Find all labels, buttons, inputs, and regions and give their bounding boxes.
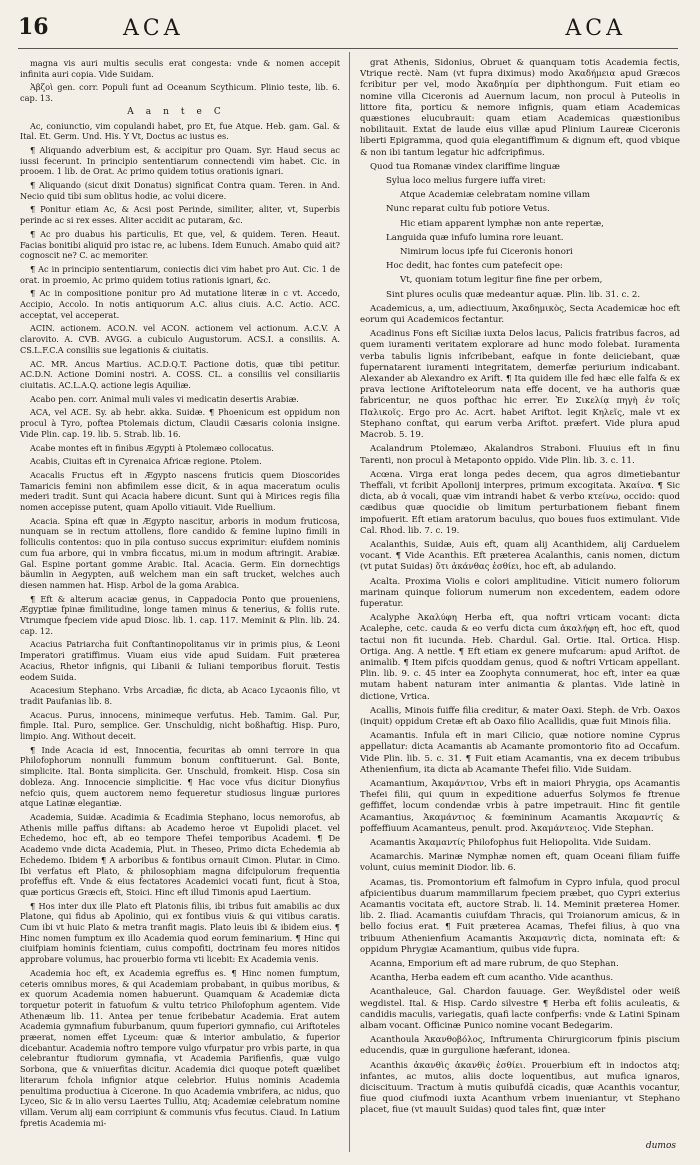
- verse-line: Hoc dedit, hac fontes cum patefecit ope:: [386, 261, 563, 272]
- column-rule: [349, 52, 350, 1152]
- entry-paragraph: Acamantium, Ἀκαμάντιον, Vrbs eft in maiori Phrygia, ops Acamantis Thefei filii, qui quum in expeditione aduerfus Solymos fe ftrenue geffiffet, locum condendæ vrbis à patre impetrauit. Hinc fit gentile Acamantius, Ἀκαμάντιος & fœmininum Acamantis Ἀκαμαντίς & poffeffiuum Acamanteus, penult. prod. Ἀκαμάντειος. Vide Stephan.: [360, 778, 680, 834]
- entry-paragraph: Acabis, Ciuitas eft in Cyrenaica Africæ regione. Ptolem.: [30, 456, 262, 467]
- page-header: [18, 14, 678, 48]
- entry-paragraph: Acamantis Ἀκαμαντίς Philofophus fuit Heliopolita. Vide Suidam.: [370, 838, 651, 848]
- entry-paragraph: Acamarchis. Marinæ Nymphæ nomen eft, quam Oceani filiam fuiffe volunt, cuius meminit Diodor. lib. 6.: [360, 852, 680, 874]
- entry-paragraph: Acanthoula Ἀκανθοβόλος, Inftrumenta Chirurgicorum fpinis piscium educendis, quæ in gurgulione hæferant, idonea.: [360, 1035, 680, 1057]
- running-head-left: ACA: [123, 16, 184, 41]
- left-column: [20, 58, 340, 1131]
- entry-paragraph: Acamantis. Infula eft in mari Cilicio, quæ notiore nomine Cyprus appellatur: dicta Acamantis ab Acamante promontorio fito ad Occafum. Vide Plin. lib. 5. c. 31. ¶ Fuit etiam Acamantis, vna ex decem tribubus Athenienfium, ita dicta ab Acamante Thefei filio. Vide Suidam.: [360, 731, 680, 775]
- entry-paragraph: grat Athenis, Sidonius, Obruet & quanquam totis Academia fectis, Vtrique rectè. Nam (vt fupra diximus) modo Ἀκαδήμεια apud Græcos fcribitur per vel, modo Ἀκαδημία per diphthongum. Fuit etiam eo nomine villa Ciceronis ad Auernum lacum, non procul à Puteolis in littore fita, porticu & nemore infignis, quam etiam Academicas quæstiones elucubrauit: quam etiam Academicas quæstionibus nobilitauit. Extat de laude eius villæ apud Plinium Laureæ Ciceronis liberti Epigramma, quod quia elegantiffimum & dignum eft, quod vbique & non ibi tantum legatur hic adfcripfimus.: [360, 58, 680, 158]
- verse-line: Languida quæ infufo lumina rore leuant.: [386, 232, 564, 243]
- entry-paragraph: ¶ Hos inter dux ille Plato eft Platonis filiis, ibi tribus fuit amabilis ac dux Platone, qui fidus ab Apolinio, qui ex fontibus viuis & qui vitibus caratis. Cum ibi vt huic Plato & metra tranfit magis. Plato leuis ibi & ibidem eius. ¶ Hinc nomen fumptum ex illo Academia quod eorum feminarium. ¶ Hinc qui ciuifpiam hominis fcientiam, cuius compofiti, doctrinam feu mores nitidos approbare volumus, hac prouerbio forma vti licebit: Ex Academia venis.: [20, 900, 340, 965]
- verse-line: Sint plures oculis quæ medeantur aquæ. Plin. lib. 31. c. 2.: [386, 289, 641, 300]
- entry-paragraph: Ac, coniunctio, vim copulandi habet, pro Et, fue Atque. Heb. gam. Gal. & Ital. Et. Germ. Und. His. Y Vt, Doctus ac iustus es.: [20, 120, 340, 142]
- entry-paragraph: Acabo pen. corr. Animal muli vales vi medicatin desertis Arabiæ.: [30, 393, 299, 404]
- entry-paragraph: Acanthis ἀκανθὶς ἀκανθὶς ἐσθίει. Prouerbium eft in indoctos atq; infantes, ac mutos, aliis docte loquentibus, aut mufica ignaros, diciscituum. Tractum à mutis quibufdā cicadis, quæ Acanthis vocantur, fiue quod ciufmodi iuxta Acanthum vrbem inueniantur, vt Stephano placet, fiue (vt mauult Suidas) quod tales fint, quæ inter: [360, 1060, 680, 1116]
- guide-letter: C: [213, 106, 233, 117]
- entry-paragraph: ¶ Aliquando adverbium est, & accipitur pro Quam. Syr. Haud secus ac iussi fecerunt. In principio sententiarum connectendi vim habet. Cic. in prooem. 1 lib. de Orat. Ac primo quidem totius orationis ignari.: [20, 144, 340, 177]
- running-head-right: ACA: [565, 16, 626, 41]
- entry-paragraph: Acacalis Fructus eft in Ægypto nascens fruticis quem Dioscorides Tamaricis femini non abfimilem esse dicit, & in aqua maceratum oculis mederi tradit. Sunt qui Acacia habere dicunt. Sunt qui à Mirices regis filia nomen accepisse putent, quam Apollo vitiauit. Vide Ruellium.: [20, 469, 340, 513]
- catchword: dumos: [645, 1141, 676, 1151]
- verse-line: Nunc reparat cultu fub potiore Vetus.: [386, 204, 550, 215]
- entry-paragraph: Acamas, tis. Promontorium eft falmofum in Cypro infula, quod procul afpicientibus duarum mammillarum fpeciem præbet, quo Cypri exterius Acamantis vocitata eft, auctore Strab. li. 14. Meminit præterea Homer. lib. 2. Iliad. Acamantis cuiufdam Thracis, qui Troianorum amicus, & in bello focius erat. ¶ Fuit præterea Acamas, Thefei filius, à quo vna tribuum Athenienfium Acamantis Ἀκαμαντὶς dicta, nominata eft: & oppidum Phrygiæ Acamantium, quibus vide fupra.: [360, 877, 680, 955]
- entry-paragraph: Acacus. Purus, innocens, minimeque verfutus. Heb. Tamim. Gal. Pur, fimple. Ital. Puro, semplice. Ger. Unschuldig, nicht boßhaftig. Hisp. Puro, limpio. Ang. Without deceit.: [20, 709, 340, 742]
- header-rule: [18, 48, 678, 49]
- entry-paragraph: Acacesium Stephano. Vrbs Arcadiæ, fic dicta, ab Acaco Lycaonis filio, vt tradit Paufanias lib. 8.: [20, 685, 340, 706]
- entry-paragraph: magna vis auri multis seculis erat congesta: vnde & nomen accepit infinita auri copia. Vide Suidam.: [20, 58, 340, 79]
- entry-paragraph: Acadinus Fons eft Siciliæ iuxta Delos lacus, Palicis fratribus facros, ad quem iuramenti veritatem explorare ad hunc modo folebat. Iuramenta verba tabulis lignis infcribebant, eafque in fonte deiiciebant, quæ fupernatarent iuramenti integritatem, demerfæ periurium indicabant. Alexander ab Alexandro ex Arift. ¶ Ita quidem ille fed hæc elle falfa & ex prava lectione Ariftoteleorum nata effe docent, ve ha authoris quæ fabricentur, ne quos pofthac hic errer. Ἐν Σικελίᾳ πηγὴ ἐν τοῖς Παλικοῖς. Ergo pro Ac. Αcrt. habet Ariftot. legit Κηλεῖς, male vt ex Stephano conftat, qui earum verba Ariftot. præfert. Vide plura apud Macrob. 5. 19.: [360, 329, 680, 441]
- verse-line: Sylua loco melius furgere iuffa viret:: [386, 176, 546, 187]
- verse-line: Hic etiam apparent lymphæ non ante repertæ,: [400, 218, 604, 229]
- guide-letter: ante: [145, 106, 214, 117]
- entry-paragraph: Acanthaleuce, Gal. Chardon fauuage. Ger. Weyßdistel oder weiß wegdistel. Ital. & Hisp. Cardo silvestre ¶ Herba eft foliis aculeatis, & candidis maculis, variegatis, quafi lacte confperfis: vnde & Latini Spinam albam vocant. Officinæ Punico nomine vocant Bedegarim.: [360, 987, 680, 1032]
- verse-line: Nimirum locus ipfe fui Ciceronis honori: [400, 247, 573, 258]
- entry-paragraph: ¶ Ac pro duabus his particulis, Et que, vel, & quidem. Teren. Heaut. Facias bonitibi aliquid pro istac re, ac lubens. Idem Eunuch. Amabo quid ait? cognoscit ne? C. ac memoriter.: [20, 228, 341, 261]
- entry-paragraph: Academicus, a, um, adiectiuum, Ἀκαδημικὸς, Secta Academicæ hoc eft eorum qui Academicos fectantur.: [360, 303, 680, 326]
- entry-paragraph: ¶ Ac in compositione ponitur pro Ad mutatione literæ in c vt. Accedo, Accipio, Accolo. In notis antiquorum A.C. alius ciuis. A.C. Actio. ACC. acceptat, vel acceperat.: [20, 288, 340, 320]
- entry-paragraph: Acalta. Proxima Violis e colori amplitudine. Viticit numero foliorum marinam quinque foliorum numerum non excedentem, eadem odore fuperatur.: [360, 576, 680, 609]
- entry-paragraph: Acantha, Herba eadem eft cum acantho. Vide acanthus.: [370, 973, 614, 984]
- verse-line: Atque Academiæ celebratam nomine villam: [400, 190, 591, 201]
- page-number: 16: [18, 14, 49, 40]
- entry-paragraph: Acacia. Spina eft quæ in Ægypto nascitur, arboris in modum fruticosa, nunquam se in rectum attollens, flore candido & femine lupino fimili in folliculis contentos: quo in pila contuso succus exprimitur: eiufdem nominis cum fua arbore, qui in vmbra ficcatus, mi.um in modum aftringit. Arabiæ. Gal. Espine portant gomme Arabic. Ital. Acacia. Germ. Ein dornechtigs bäumlin in Aegypten, auß welchem man ein saft trucket, welches auch diesen nammen hat. Hisp. Arbol de la goma Arabica.: [20, 515, 340, 590]
- entry-paragraph: Acalanthis, Suidæ, Auis eft, quam alij Acanthidem, alij Carduelem vocant. ¶ Vide Acanthis. Eft præterea Acalanthis, canis nomen, dictum (vt putat Suidas) ὅτι ἀκάνθας ἐσθίει, hoc eft, ab adulando.: [360, 539, 680, 573]
- entry-paragraph: Quod tua Romanæ vindex clariffime linguæ: [370, 161, 560, 172]
- entry-paragraph: ¶ Ponitur etiam Ac, & Acsi post Perinde, similiter, aliter, vt, Superbis perinde ac si rex esses. Aliter accidit ac putaram, &c.: [20, 204, 340, 226]
- entry-paragraph: ACIN. actionem. ACO.N. vel ACON. actionem vel actionum. A.C.V. A clarovito. A. CVB. AVGG. a cubiculo Augustorum. ACS.I. a consiliis. A. CS.L.F.C.A consiliis sue legationis & ciuitatis.: [20, 323, 340, 355]
- entry-paragraph: ACA, vel ACE. Sy. ab hebr. akka. Suidæ. ¶ Phoenicum est oppidum non procul à Tyro, poftea Ptolemais dictum, Claudii Cæsaris colonia insigne. Vide Plin. cap. 19. lib. 5. Strab. lib. 16.: [20, 407, 340, 439]
- entry-paragraph: ¶ Ac in principio sententiarum, coniectis dici vim habet pro Aut. Cic. 1 de orat. in proemio, Ac primo quidem totius rationis ignari, &c.: [20, 263, 340, 285]
- guide-letter: A: [127, 106, 146, 117]
- guide-letters: [20, 107, 340, 118]
- entry-paragraph: Acalyphe Ἀκαλύφη Herba eft, qua noftri vrticam vocant: dicta Acalephe, cetc. cauda & eo verfu dicta cum ἀκαλήφη eft, hoc eft, quod tactui non fit iucunda. Heb. Chardul. Gal. Ortie. Ital. Ortica. Hisp. Ortiga. Ang. A nettle. ¶ Eft etiam ex genere mufcarum: apud Ariftot. de animalib. ¶ Item pifcis quoddam genus, quod & noftri Vrticam appellant. Plin. lib. 9. c. 45 inter ea Zoophyta connumerat, hoc eft, inter ea quæ mutam habent naturam inter animantia & plantas. Vide latinè in dictione, Vrtica.: [360, 613, 680, 702]
- entry-paragraph: Acœna. Virga erat longa pedes decem, qua agros dimetiebantur Theffali, vt fcribit Apollonij interpres, primum excogitata. Ἀκαίνα. ¶ Sic dicta, ab ἀ vocali, quæ vim intrandi habet & verbo κτείνω, occido: quod cædibus quæ quocidie ob limitum perturbationem fiebant finem impofuerit. Eft etiam aratorum baculus, quo boues fuos extimulant. Vide Cal. Rhod. lib. 7. c. 19.: [360, 469, 680, 536]
- entry-paragraph: Acacius Patriarcha fuit Conftantinopolitanus vir in primis pius, & Leoni Imperatori gratiffimus. Viuam eius vide apud Suidam. Fuit præterea Acacius, Rhetor infignis, qui Libanii & Iuliani temporibus floruit. Testis eodem Suida.: [20, 639, 340, 682]
- entry-paragraph: Acanna, Emporium eft ad mare rubrum, de quo Stephan.: [370, 959, 619, 970]
- verse-line: Vt, quoniam totum legitur fine fine per orbem,: [400, 275, 603, 286]
- right-column: [360, 58, 680, 1120]
- entry-paragraph: AC. MR. Ancus Martius. AC.D.Q.T. Pactione dotis, quæ tibi petitur. AC.D.N. Actione Domini nostri. A. COSS. CL. a consiliis vel consiliariis ciuitatis. AC.L.A.Q. actione legis Aquiliæ.: [20, 358, 340, 390]
- entry-paragraph: ¶ Aliquando (sicut dixit Donatus) significat Contra quam. Teren. in And. Necio quid tibi sum oblitus hodie, ac volui dicere.: [20, 180, 340, 201]
- entry-paragraph: Academia, Suidæ. Acadimia & Ecadimia Stephano, locus nemorofus, ab Athenis mille paffus diftans: ab Academo heroe vt Eupolidi placet. vel Echedemo, hoc eft, ab eo tempore Thefei temporibus Academi. ¶ De Academo vnde dicta Academia, Plut. in Theseo, Primo dicta Echedemia ab Echedemo. Ibidem ¶ A arboribus & fontibus ornauit Cimon. Plutar. in Cimo. Ibi verfatus eft Plato, & philosophiam magna difcipulorum frequentia profeffus eft. Vnde & eius fectatores Academici vocati funt, ficut à Stoa, quæ porticus Græcis eft, Stoici. Hinc eft illud Timonis apud Laertium.: [20, 812, 340, 897]
- entry-paragraph: Academia hoc eft, ex Academia egreffus es. ¶ Hinc nomen fumptum, ceteris omnibus mores, & qui Academiam probabant, in quibus moribus, & ex quorum Academia nomen habuerunt. Quamquam & Academiæ dicta torquetur poterit in fatuofum & vultu tetrico Philofophum agentem. Vide Athenæum lib. 11. Antea per tenue fcribebatur Academia. Erat autem Academia gymnafium fuburbanum, quum fuperiori gymnafio, cui Ariftoteles præerat, nomen effet Lyceum: quæ & interior ambulatio, & fuperior dicebantur. Academia noftro tempore vulgo vfurpatur pro vrbis parte, in qua celebrantur ftudiorum gymnafia, vt Academia Parifienfis, quæ vulgo Sorbona, que & vniuerfitas dicitur. Academia dici quoque poteft quælibet literarum fchola infignior atque celebrior. Huius nominis Academia penultima productiua à Cicerone. In quo Academia vmbrifera, ac nidus, quo Lyceo, Sic & in alio versu Laertes Tulliu, Atq; Academiæ celebratum nomine villam. Verum alij eam corripiunt & communis vfus fecutus. Ciaud. In Latium fpretis Academia mi-: [20, 967, 340, 1128]
- entry-paragraph: ¶ Inde Acacia id est, Innocentia, fecuritas ab omni terrore in qua Philofophorum nonnulli fummum bonum conftituerunt. Gal. Bonte, simplicite. Ital. Bonta simplicita. Ger. Unschuld, fromkeit. Hisp. Cosa sin dobleza. Ang. Innocencie simplicitie. ¶ Hac voce vfus dicitur Dionyfius nefcio quis, quem auctorem nemo fequeretur studiosus linguæ puriores atque Latinæ elegantiæ.: [20, 744, 340, 809]
- entry-paragraph: Acalandrum Ptolemæo, Akalandros Straboni. Fluuius eft in finu Tarenti, non procul à Metaponto oppido. Vide Plin. lib. 3. c. 11.: [360, 444, 680, 466]
- entry-paragraph: Ἀβζοὶ gen. corr. Populi funt ad Oceanum Scythicum. Plinio teste, lib. 6. cap. 13.: [20, 82, 340, 104]
- entry-paragraph: Acallis, Minois fuiffe filia creditur, & mater Oaxi. Steph. de Vrb. Oaxos (inquit) oppidum Cretæ eft ab Oaxo filio Acallidis, quæ fuit Minois filia.: [360, 705, 680, 727]
- entry-paragraph: ¶ Eft & alterum acaciæ genus, in Cappadocia Ponto que proueniens, Ægyptiæ fpinæ fimilitudine, longe tamen minus & tenerius, & foliis rute. Vtrumque fpeciem vide apud Diosc. lib. 1. cap. 117. Meminit & Plin. lib. 24. cap. 12.: [20, 593, 340, 636]
- entry-paragraph: Acabe montes eft in finibus Ægypti à Ptolemæo collocatus.: [30, 442, 274, 453]
